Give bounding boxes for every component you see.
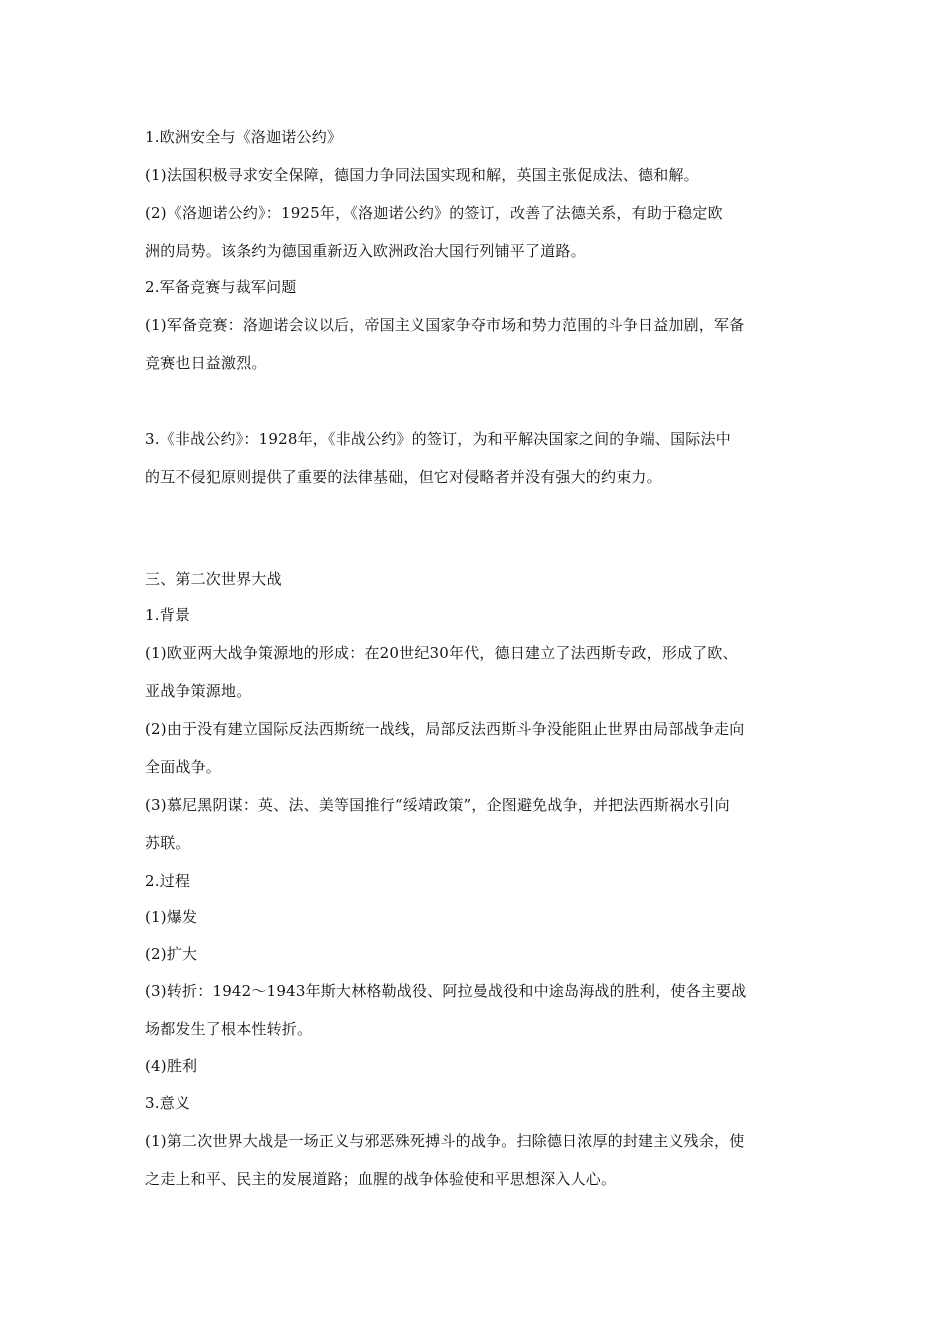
paragraph-line: 3.《非战公约》：1928年，《非战公约》的签订，为和平解决国家之间的争端、国际法中 (145, 430, 731, 448)
paragraph-line: 之走上和平、民主的发展道路；血腥的战争体验使和平思想深入人心。 (145, 1170, 617, 1188)
paragraph-line: (1)军备竞赛：洛迦诺会议以后，帝国主义国家争夺市场和势力范围的斗争日益加剧，军备 (145, 316, 745, 334)
paragraph-line: 竞赛也日益激烈。 (145, 354, 267, 372)
paragraph-line: (1)第二次世界大战是一场正义与邪恶殊死搏斗的战争。扫除德日浓厚的封建主义残余，使 (145, 1132, 745, 1150)
list-item: (1)爆发 (145, 908, 198, 926)
paragraph-line: (3)转折：1942～1943年斯大林格勒战役、阿拉曼战役和中途岛海战的胜利，使各主要战 (145, 982, 747, 1000)
list-item: (4)胜利 (145, 1057, 198, 1075)
paragraph-line: (2)《洛迦诺公约》：1925年，《洛迦诺公约》的签订，改善了法德关系，有助于稳定欧 (145, 204, 723, 222)
heading-significance: 3.意义 (145, 1094, 191, 1112)
paragraph-line: (2)由于没有建立国际反法西斯统一战线，局部反法西斯斗争没能阻止世界由局部战争走向 (145, 720, 745, 738)
section-heading-ww2: 三、第二次世界大战 (145, 570, 282, 588)
paragraph-line: 亚战争策源地。 (145, 682, 252, 700)
paragraph-line: 场都发生了根本性转折。 (145, 1020, 313, 1038)
paragraph-line: (3)慕尼黑阴谋：英、法、美等国推行“绥靖政策”，企图避免战争，并把法西斯祸水引向 (145, 796, 730, 814)
paragraph-line: (1)欧亚两大战争策源地的形成：在20世纪30年代，德日建立了法西斯专政，形成了欧、 (145, 644, 738, 662)
paragraph-line: (1)法国积极寻求安全保障，德国力争同法国实现和解，英国主张促成法、德和解。 (145, 166, 699, 184)
list-item: (2)扩大 (145, 945, 198, 963)
heading-background: 1.背景 (145, 606, 191, 624)
paragraph-line: 苏联。 (145, 834, 191, 852)
paragraph-line: 的互不侵犯原则提供了重要的法律基础，但它对侵略者并没有强大的约束力。 (145, 468, 662, 486)
paragraph-line: 洲的局势。该条约为德国重新迈入欧洲政治大国行列铺平了道路。 (145, 242, 586, 260)
heading-europe-security: 1.欧洲安全与《洛迦诺公约》 (145, 128, 343, 146)
heading-process: 2.过程 (145, 872, 191, 890)
paragraph-line: 全面战争。 (145, 758, 222, 776)
heading-arms-race: 2.军备竞赛与裁军问题 (145, 278, 297, 296)
